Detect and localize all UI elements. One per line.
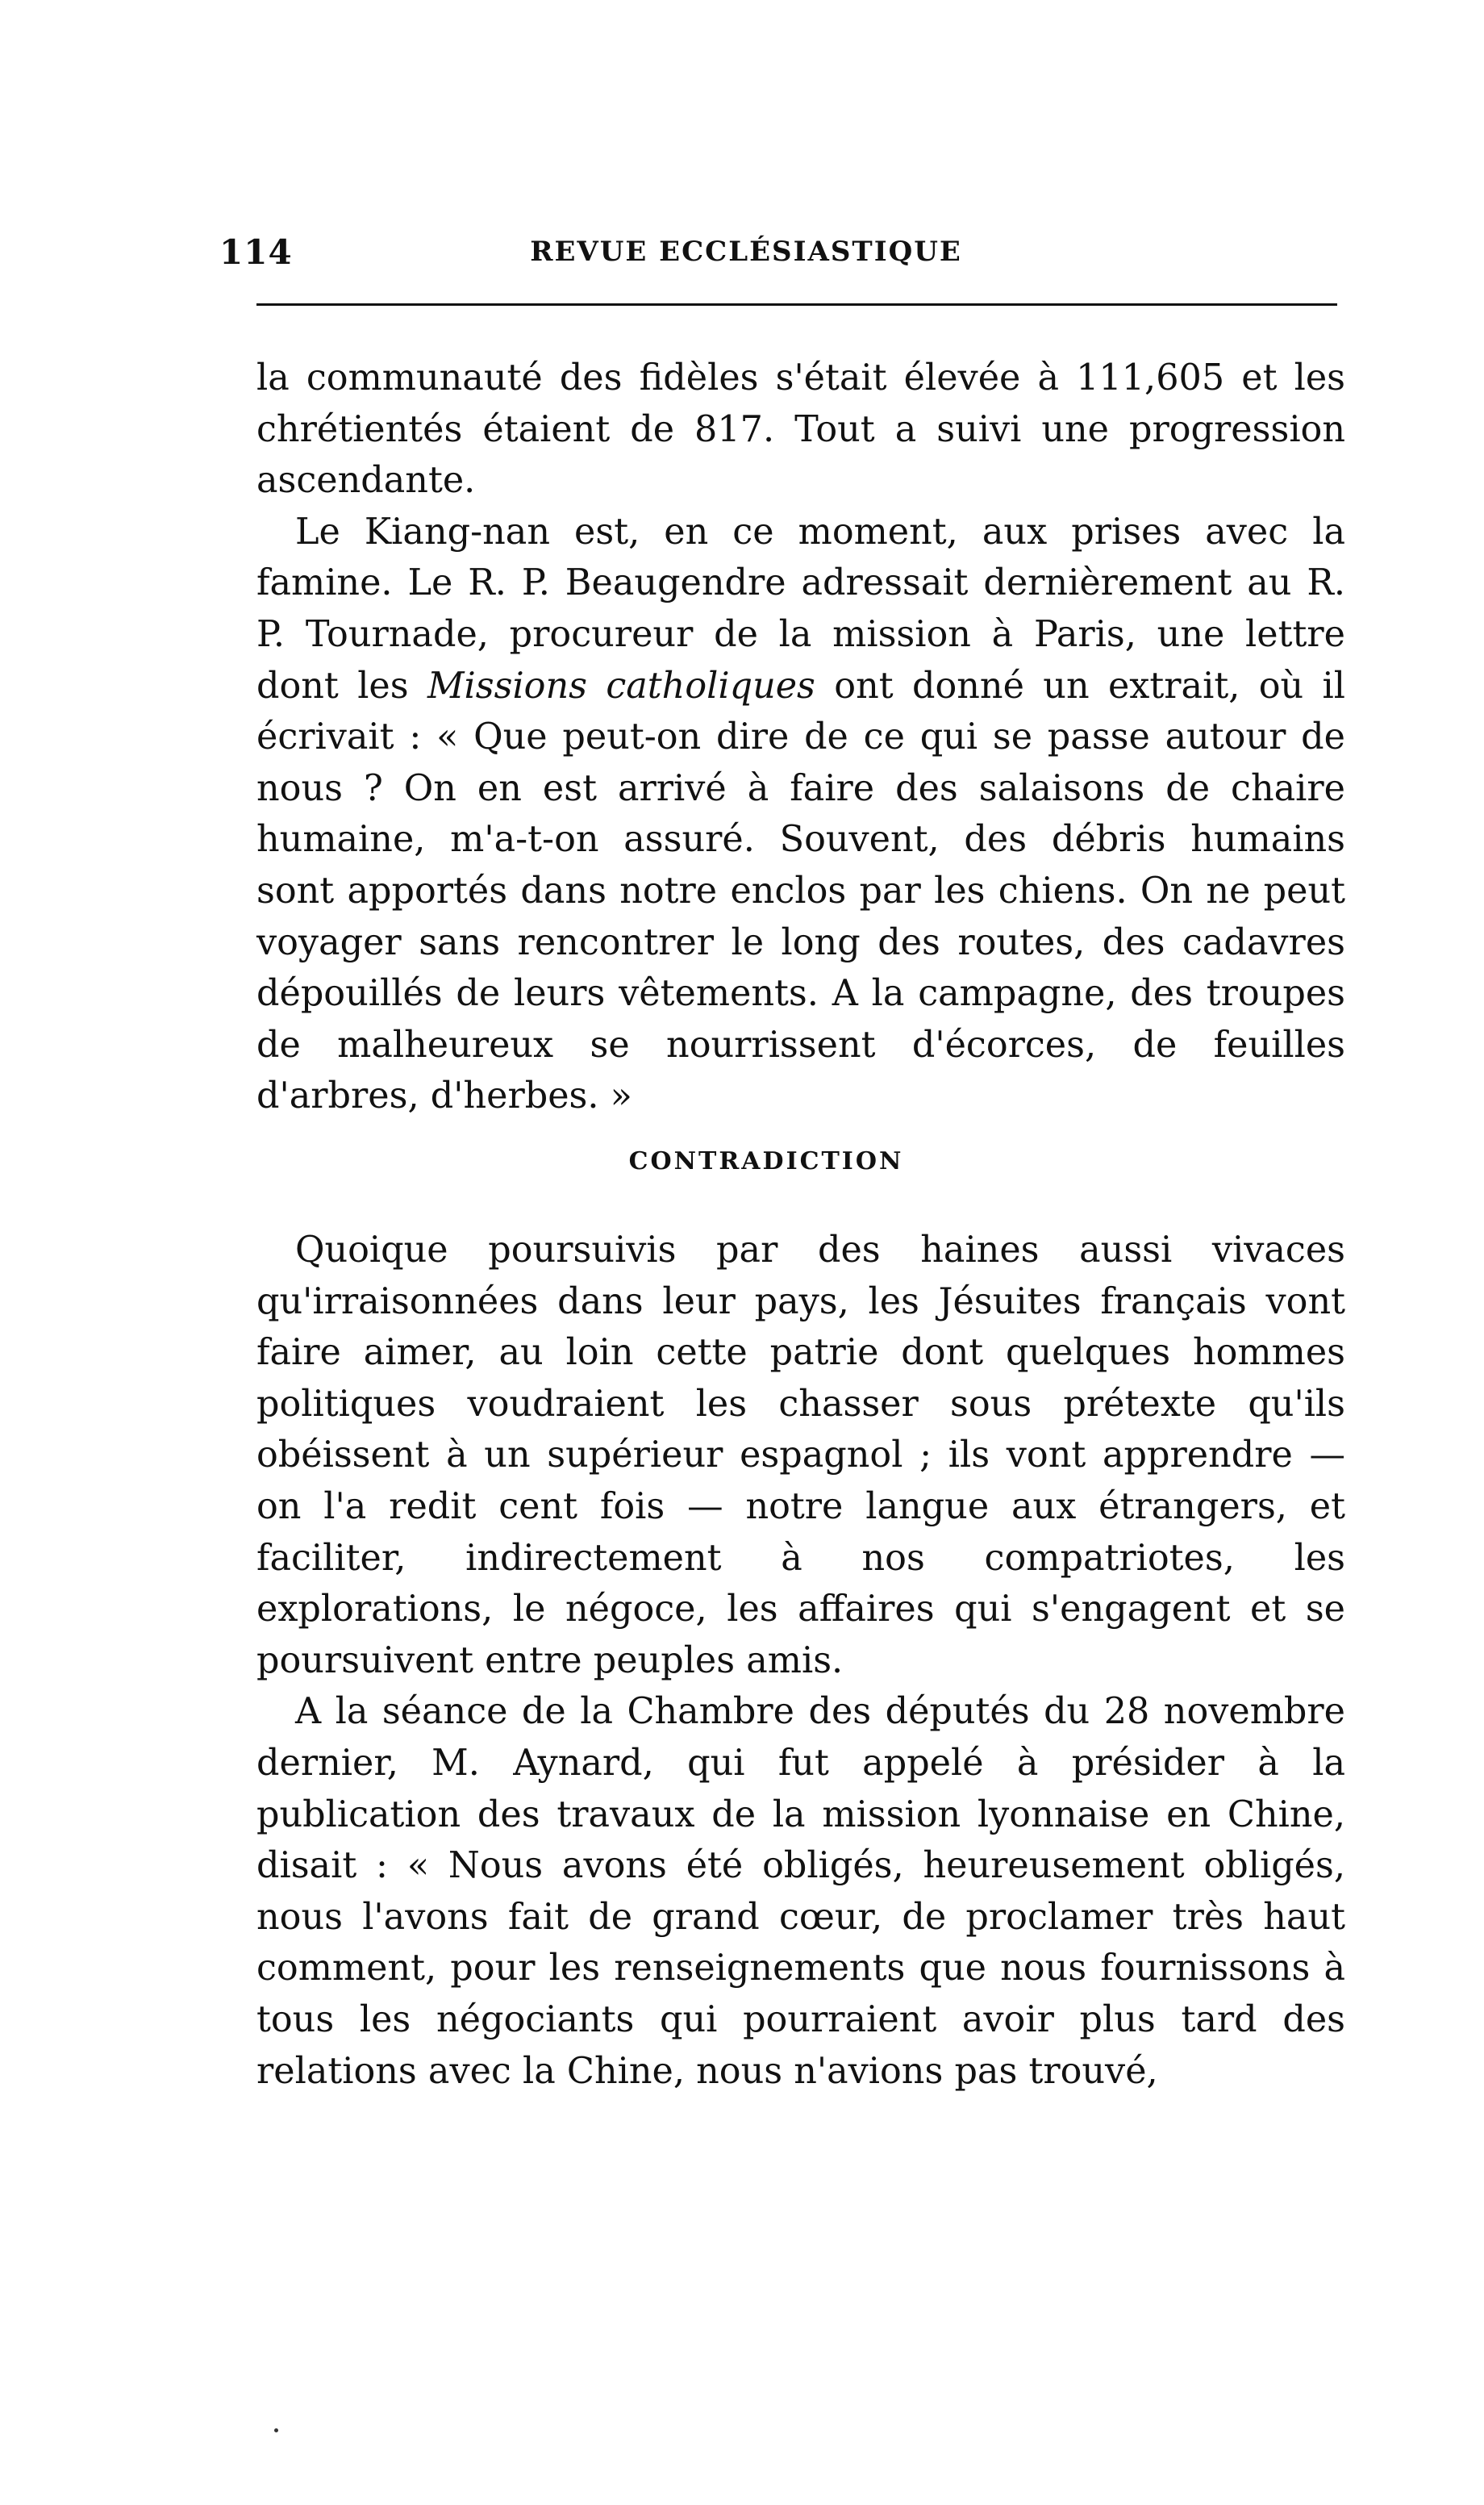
paragraph-text: ont donné un extrait, où il écrivait : « Que peut-on dire de ce qui se passe autour de nous ? On en est arrivé à faire des salaisons de chaire humaine, m'a-t-on assuré. Souvent, des débris humains sont apportés dans notre enclos par les chiens. On ne peut voyager sans rencontrer le long des routes, des cadavres dépouillés de leurs vêtements. A la campagne, des troupes de malheureux se nourrissent d'écorces, de feuilles d'arbres, d'herbes. » xyxy=(256,665,1345,1117)
running-head: REVUE ECCLÉSIASTIQUE xyxy=(530,236,962,268)
text-block-lower xyxy=(256,1225,1345,2097)
paragraph: A la séance de la Chambre des députés du 28 novembre dernier, M. Aynard, qui fut appelé à présider à la publication des travaux de la mission lyonnaise en Chine, disait : « Nous avons été obligés, heureusement obligés, nous l'avons fait de grand cœur, de proclamer très haut comment, pour les renseignements que nous fournissons à tous les négociants qui pourraient avoir plus tard des relations avec la Chine, nous n'avions pas trouvé, xyxy=(256,1691,1345,2092)
ink-speck xyxy=(274,2428,278,2432)
page-number: 114 xyxy=(219,232,293,272)
section-heading: CONTRADICTION xyxy=(628,1147,904,1175)
journal-title-italic: Missions catholiques xyxy=(427,665,815,707)
header-rule xyxy=(256,303,1337,306)
paragraph: la communauté des fidèles s'était élevée à 111,605 et les chrétientés étaient de 817. Tout a suivi une progression ascendante. xyxy=(256,357,1345,502)
paragraph: Quoique poursuivis par des haines aussi vivaces qu'irraisonnées dans leur pays, les Jésuites français vont faire aimer, au loin cette patrie dont quelques hommes politiques voudraient les chasser sous prétexte qu'ils obéissent à un supérieur espagnol ; ils vont apprendre — on l'a redit cent fois — notre langue aux étrangers, et faciliter, indirectement à nos compatriotes, les explorations, le négoce, les affaires qui s'engagent et se poursuivent entre peuples amis. xyxy=(256,1230,1345,1681)
text-block-upper xyxy=(256,353,1345,1122)
paragraph xyxy=(256,507,1345,1122)
paragraph-text: Le Kiang-nan est, en ce moment, aux prises avec la famine. Le R. P. Beaugendre adressait dernièrement au R. P. Tournade, procureur de la mission à Paris, une lettre dont les xyxy=(256,511,1345,707)
